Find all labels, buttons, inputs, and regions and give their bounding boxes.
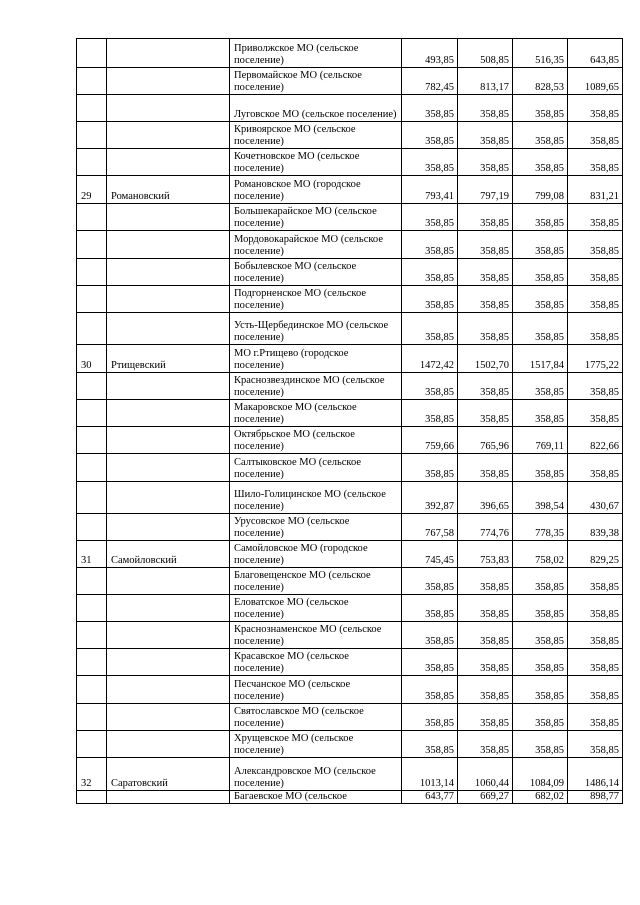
table-row — [77, 791, 623, 804]
row-number — [77, 231, 107, 259]
table-row — [77, 595, 623, 622]
municipality-name: Макаровское МО (сельское поселение) — [230, 400, 402, 427]
value-3: 769,11 — [513, 427, 568, 454]
table-row — [77, 259, 623, 286]
value-2: 358,85 — [458, 204, 513, 231]
value-1: 358,85 — [402, 622, 458, 649]
municipality-name: Мордовокарайское МО (сельское поселение) — [230, 231, 402, 259]
municipality-name: Октябрьское МО (сельское поселение) — [230, 427, 402, 454]
value-4: 358,85 — [568, 231, 623, 259]
municipality-name: Краснознаменское МО (сельское поселение) — [230, 622, 402, 649]
row-number — [77, 373, 107, 400]
row-number — [77, 704, 107, 731]
value-3: 358,85 — [513, 454, 568, 482]
value-2: 358,85 — [458, 122, 513, 149]
value-3: 358,85 — [513, 568, 568, 595]
value-3: 1084,09 — [513, 758, 568, 791]
value-4: 822,66 — [568, 427, 623, 454]
table-row — [77, 345, 623, 373]
table-row — [77, 676, 623, 704]
value-1: 358,85 — [402, 231, 458, 259]
value-4: 831,21 — [568, 176, 623, 204]
row-number — [77, 427, 107, 454]
value-1: 358,85 — [402, 122, 458, 149]
row-number: 31 — [77, 541, 107, 568]
district-name — [107, 649, 230, 676]
district-name — [107, 568, 230, 595]
municipality-name: Кочетновское МО (сельское поселение) — [230, 149, 402, 176]
value-2: 358,85 — [458, 622, 513, 649]
row-number — [77, 68, 107, 95]
table-row — [77, 231, 623, 259]
district-name — [107, 373, 230, 400]
district-name — [107, 731, 230, 758]
value-3: 358,85 — [513, 595, 568, 622]
value-1: 358,85 — [402, 400, 458, 427]
municipality-name: Шило-Голицинское МО (сельское поселение) — [230, 482, 402, 514]
municipality-name: Урусовское МО (сельское поселение) — [230, 514, 402, 541]
table-row — [77, 68, 623, 95]
tariff-table — [76, 38, 623, 804]
value-2: 358,85 — [458, 595, 513, 622]
value-3: 358,85 — [513, 231, 568, 259]
municipality-name: Благовещенское МО (сельское поселение) — [230, 568, 402, 595]
row-number — [77, 454, 107, 482]
value-4: 643,85 — [568, 39, 623, 68]
district-name — [107, 791, 230, 804]
row-number — [77, 649, 107, 676]
municipality-name: Еловатское МО (сельское поселение) — [230, 595, 402, 622]
municipality-name: Подгорненское МО (сельское поселение) — [230, 286, 402, 313]
value-2: 1502,70 — [458, 345, 513, 373]
value-4: 829,25 — [568, 541, 623, 568]
row-number — [77, 286, 107, 313]
value-4: 358,85 — [568, 259, 623, 286]
municipality-name: Бобылевское МО (сельское поселение) — [230, 259, 402, 286]
value-1: 358,85 — [402, 649, 458, 676]
value-2: 358,85 — [458, 313, 513, 345]
value-2: 508,85 — [458, 39, 513, 68]
table-body — [77, 39, 623, 804]
row-number — [77, 149, 107, 176]
municipality-name: Песчанское МО (сельское поселение) — [230, 676, 402, 704]
value-1: 392,87 — [402, 482, 458, 514]
district-name: Саратовский — [107, 758, 230, 791]
municipality-name: Кривоярское МО (сельское поселение) — [230, 122, 402, 149]
value-2: 358,85 — [458, 649, 513, 676]
value-4: 358,85 — [568, 454, 623, 482]
row-number — [77, 482, 107, 514]
value-4: 1089,65 — [568, 68, 623, 95]
value-1: 358,85 — [402, 676, 458, 704]
municipality-name: Первомайское МО (сельское поселение) — [230, 68, 402, 95]
district-name — [107, 95, 230, 122]
value-2: 753,83 — [458, 541, 513, 568]
value-4: 358,85 — [568, 649, 623, 676]
value-2: 396,65 — [458, 482, 513, 514]
value-4: 898,77 — [568, 791, 623, 804]
municipality-name: Луговское МО (сельское поселение) — [230, 95, 402, 122]
value-2: 358,85 — [458, 373, 513, 400]
table-row — [77, 568, 623, 595]
value-4: 358,85 — [568, 704, 623, 731]
row-number — [77, 122, 107, 149]
value-4: 358,85 — [568, 286, 623, 313]
table-row — [77, 454, 623, 482]
table-row — [77, 286, 623, 313]
municipality-name: Святославское МО (сельское поселение) — [230, 704, 402, 731]
table-row — [77, 622, 623, 649]
value-3: 828,53 — [513, 68, 568, 95]
value-2: 813,17 — [458, 68, 513, 95]
value-4: 358,85 — [568, 95, 623, 122]
value-1: 358,85 — [402, 259, 458, 286]
row-number — [77, 595, 107, 622]
row-number: 29 — [77, 176, 107, 204]
row-number — [77, 514, 107, 541]
value-3: 358,85 — [513, 731, 568, 758]
value-2: 358,85 — [458, 568, 513, 595]
value-3: 358,85 — [513, 259, 568, 286]
municipality-name: Хрущевское МО (сельское поселение) — [230, 731, 402, 758]
value-1: 358,85 — [402, 313, 458, 345]
value-3: 682,02 — [513, 791, 568, 804]
value-2: 358,85 — [458, 704, 513, 731]
value-1: 358,85 — [402, 568, 458, 595]
row-number — [77, 791, 107, 804]
table-row — [77, 704, 623, 731]
value-1: 767,58 — [402, 514, 458, 541]
value-4: 358,85 — [568, 122, 623, 149]
value-4: 1775,22 — [568, 345, 623, 373]
value-1: 745,45 — [402, 541, 458, 568]
table-row — [77, 514, 623, 541]
value-3: 358,85 — [513, 676, 568, 704]
district-name — [107, 259, 230, 286]
value-1: 358,85 — [402, 454, 458, 482]
value-3: 758,02 — [513, 541, 568, 568]
district-name — [107, 286, 230, 313]
value-2: 765,96 — [458, 427, 513, 454]
value-1: 759,66 — [402, 427, 458, 454]
value-4: 358,85 — [568, 731, 623, 758]
municipality-name: МО г.Ртищево (городское поселение) — [230, 345, 402, 373]
value-4: 358,85 — [568, 373, 623, 400]
table-row — [77, 149, 623, 176]
district-name — [107, 400, 230, 427]
row-number — [77, 731, 107, 758]
value-1: 358,85 — [402, 204, 458, 231]
row-number — [77, 400, 107, 427]
value-2: 669,27 — [458, 791, 513, 804]
value-3: 358,85 — [513, 204, 568, 231]
value-1: 1013,14 — [402, 758, 458, 791]
municipality-name: Приволжское МО (сельское поселение) — [230, 39, 402, 68]
value-3: 358,85 — [513, 313, 568, 345]
value-4: 1486,14 — [568, 758, 623, 791]
table-row — [77, 400, 623, 427]
value-1: 358,85 — [402, 373, 458, 400]
value-3: 398,54 — [513, 482, 568, 514]
district-name: Романовский — [107, 176, 230, 204]
table-row — [77, 373, 623, 400]
value-2: 1060,44 — [458, 758, 513, 791]
value-1: 358,85 — [402, 149, 458, 176]
value-4: 358,85 — [568, 204, 623, 231]
table-row — [77, 122, 623, 149]
value-3: 516,35 — [513, 39, 568, 68]
district-name — [107, 676, 230, 704]
value-2: 358,85 — [458, 731, 513, 758]
value-1: 793,41 — [402, 176, 458, 204]
value-3: 358,85 — [513, 704, 568, 731]
value-1: 358,85 — [402, 731, 458, 758]
value-2: 774,76 — [458, 514, 513, 541]
district-name — [107, 68, 230, 95]
row-number — [77, 259, 107, 286]
district-name — [107, 313, 230, 345]
value-2: 797,19 — [458, 176, 513, 204]
district-name — [107, 122, 230, 149]
row-number — [77, 204, 107, 231]
value-3: 358,85 — [513, 149, 568, 176]
district-name — [107, 149, 230, 176]
value-4: 358,85 — [568, 149, 623, 176]
value-3: 358,85 — [513, 95, 568, 122]
row-number — [77, 568, 107, 595]
value-4: 430,67 — [568, 482, 623, 514]
value-4: 358,85 — [568, 400, 623, 427]
municipality-name: Самойловское МО (городское поселение) — [230, 541, 402, 568]
value-3: 358,85 — [513, 400, 568, 427]
value-4: 358,85 — [568, 595, 623, 622]
table-row — [77, 176, 623, 204]
table-row — [77, 649, 623, 676]
district-name — [107, 514, 230, 541]
value-3: 358,85 — [513, 373, 568, 400]
value-1: 493,85 — [402, 39, 458, 68]
table-row — [77, 541, 623, 568]
district-name: Ртищевский — [107, 345, 230, 373]
table-row — [77, 313, 623, 345]
value-1: 358,85 — [402, 286, 458, 313]
table-row — [77, 204, 623, 231]
value-2: 358,85 — [458, 676, 513, 704]
value-2: 358,85 — [458, 95, 513, 122]
municipality-name: Красавское МО (сельское поселение) — [230, 649, 402, 676]
value-3: 358,85 — [513, 122, 568, 149]
table-row — [77, 482, 623, 514]
district-name — [107, 427, 230, 454]
value-3: 1517,84 — [513, 345, 568, 373]
value-4: 358,85 — [568, 313, 623, 345]
value-1: 358,85 — [402, 704, 458, 731]
value-2: 358,85 — [458, 454, 513, 482]
table-row — [77, 95, 623, 122]
table-row — [77, 39, 623, 68]
district-name — [107, 595, 230, 622]
municipality-name: Александровское МО (сельское поселение) — [230, 758, 402, 791]
value-4: 358,85 — [568, 676, 623, 704]
table-row — [77, 758, 623, 791]
table-row — [77, 731, 623, 758]
row-number — [77, 39, 107, 68]
value-1: 643,77 — [402, 791, 458, 804]
row-number — [77, 622, 107, 649]
municipality-name: Усть-Щербединское МО (сельское поселение) — [230, 313, 402, 345]
value-1: 358,85 — [402, 95, 458, 122]
municipality-name: Краснозвездинское МО (сельское поселение) — [230, 373, 402, 400]
value-1: 1472,42 — [402, 345, 458, 373]
value-2: 358,85 — [458, 286, 513, 313]
value-1: 358,85 — [402, 595, 458, 622]
row-number — [77, 676, 107, 704]
district-name — [107, 482, 230, 514]
municipality-name: Багаевское МО (сельское — [230, 791, 402, 804]
value-4: 358,85 — [568, 622, 623, 649]
value-3: 778,35 — [513, 514, 568, 541]
value-2: 358,85 — [458, 231, 513, 259]
district-name — [107, 231, 230, 259]
value-3: 358,85 — [513, 649, 568, 676]
value-2: 358,85 — [458, 149, 513, 176]
value-4: 358,85 — [568, 568, 623, 595]
value-3: 358,85 — [513, 286, 568, 313]
municipality-name: Большекарайское МО (сельское поселение) — [230, 204, 402, 231]
district-name: Самойловский — [107, 541, 230, 568]
value-2: 358,85 — [458, 259, 513, 286]
district-name — [107, 454, 230, 482]
district-name — [107, 204, 230, 231]
row-number: 32 — [77, 758, 107, 791]
value-4: 839,38 — [568, 514, 623, 541]
row-number — [77, 95, 107, 122]
district-name — [107, 622, 230, 649]
value-1: 782,45 — [402, 68, 458, 95]
district-name — [107, 39, 230, 68]
value-3: 799,08 — [513, 176, 568, 204]
municipality-name: Салтыковское МО (сельское поселение) — [230, 454, 402, 482]
value-2: 358,85 — [458, 400, 513, 427]
table-row — [77, 427, 623, 454]
municipality-name: Романовское МО (городское поселение) — [230, 176, 402, 204]
row-number: 30 — [77, 345, 107, 373]
district-name — [107, 704, 230, 731]
row-number — [77, 313, 107, 345]
value-3: 358,85 — [513, 622, 568, 649]
